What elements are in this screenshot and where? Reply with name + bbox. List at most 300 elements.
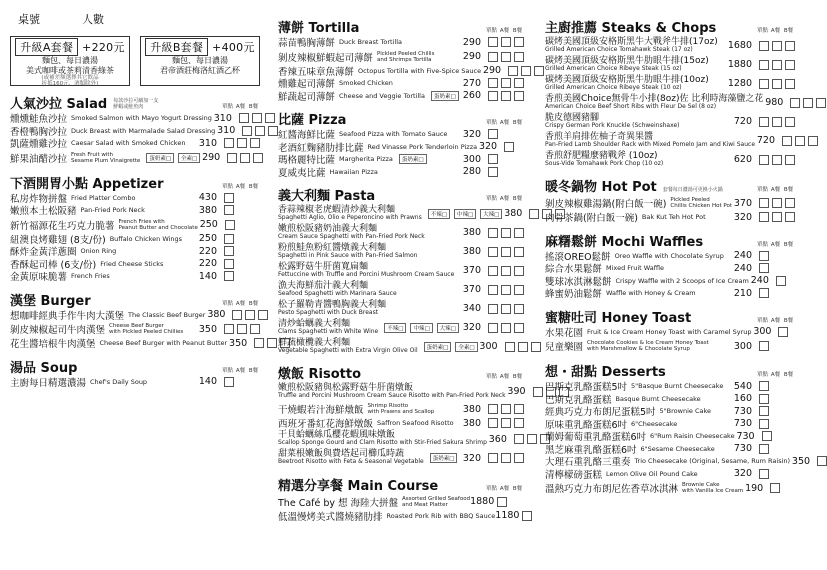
- item-price: 380: [462, 227, 481, 238]
- item-price: 210: [733, 287, 752, 299]
- item-name-zh: 燻燻鮭魚沙拉: [10, 114, 68, 126]
- combo-line: 君帝酒莊梅洛紅酒乙杯: [160, 65, 240, 75]
- item-name-en: Smoked Salmon with Mayo Yogurt Dressing: [71, 114, 212, 123]
- menu-item: [545, 74, 795, 93]
- item-names: [278, 206, 422, 222]
- set-a-checkbox[interactable]: [501, 52, 511, 62]
- item-name-zh: 松子羅勒青醬鴨胸義大利麵: [278, 299, 387, 310]
- set-a-checkbox[interactable]: [255, 126, 265, 136]
- set-a-checkbox[interactable]: [772, 117, 782, 127]
- item-price: 390: [507, 386, 526, 397]
- single-order-checkbox[interactable]: [759, 198, 769, 208]
- menu-item: [278, 77, 524, 90]
- item-name-zh: 香煎羊肩排佐柚子奇異果醬: [545, 131, 654, 142]
- set-a-checkbox[interactable]: [501, 37, 511, 47]
- item-name-zh: 香煎舒肥糧麼豬戰斧 (10oz): [545, 150, 658, 161]
- item-options: [428, 209, 503, 219]
- single-order-checkbox[interactable]: [488, 129, 498, 139]
- single-order-checkbox[interactable]: [759, 212, 769, 222]
- set-a-checkbox[interactable]: [527, 434, 537, 444]
- single-order-checkbox[interactable]: [522, 511, 532, 521]
- single-order-checkbox[interactable]: [224, 246, 234, 256]
- single-order-checkbox[interactable]: [239, 113, 249, 123]
- single-order-checkbox[interactable]: [759, 41, 769, 51]
- single-order-checkbox[interactable]: [514, 434, 524, 444]
- option-checkbox[interactable]: 中辣□: [410, 323, 432, 333]
- single-order-checkbox[interactable]: [505, 342, 515, 352]
- item-price: 300: [753, 326, 772, 338]
- single-order-checkbox[interactable]: [488, 167, 498, 177]
- set-a-checkbox[interactable]: [501, 285, 511, 295]
- order-column-head: 單點: [485, 374, 497, 380]
- single-order-checkbox[interactable]: [488, 323, 498, 333]
- single-order-checkbox[interactable]: [488, 91, 498, 101]
- set-b-checkbox[interactable]: [514, 285, 524, 295]
- set-b-checkbox[interactable]: [785, 212, 795, 222]
- single-order-checkbox[interactable]: [488, 266, 498, 276]
- menu-item: [278, 417, 524, 430]
- single-order-checkbox[interactable]: [224, 193, 234, 203]
- order-column-heads: [756, 316, 795, 324]
- set-a-checkbox[interactable]: [772, 212, 782, 222]
- menu-item: [545, 430, 795, 443]
- section-waffles: [545, 232, 795, 300]
- set-b-checkbox[interactable]: [514, 78, 524, 88]
- item-name-en: Saffron Seafood Risotto: [377, 419, 454, 428]
- section-header: [545, 308, 795, 326]
- item-name-zh: 鮮果油醋沙拉: [10, 153, 68, 165]
- set-b-checkbox[interactable]: [785, 117, 795, 127]
- single-order-checkbox[interactable]: [817, 456, 827, 466]
- set-a-checkbox[interactable]: [245, 310, 255, 320]
- option-checkbox[interactable]: 蛋奶素□: [430, 453, 458, 463]
- set-a-checkbox[interactable]: [237, 324, 247, 334]
- set-b-checkbox[interactable]: [808, 136, 818, 146]
- item-name-en: Red Vinasse Pork Tenderloin Pizza: [367, 142, 478, 151]
- item-name-zh: 干貝蛤蠣絲瓜櫻花蝦風味燉飯: [278, 430, 396, 440]
- combo-price: +220元: [78, 41, 125, 54]
- single-order-checkbox[interactable]: [224, 259, 234, 269]
- menu-item: [545, 443, 795, 456]
- item-price: 340: [462, 303, 481, 314]
- single-order-checkbox[interactable]: [759, 60, 769, 70]
- menu-item: [278, 242, 524, 261]
- single-order-checkbox[interactable]: [508, 66, 518, 76]
- single-order-checkbox[interactable]: [759, 394, 769, 404]
- item-name-zh: 巴斯克乳酪蛋糕: [545, 394, 612, 406]
- combo-name: 升級A套餐: [15, 38, 78, 56]
- set-b-checkbox[interactable]: [785, 60, 795, 70]
- set-b-checkbox[interactable]: [514, 418, 524, 428]
- single-order-checkbox[interactable]: [224, 138, 234, 148]
- single-order-checkbox[interactable]: [497, 497, 507, 507]
- section-title: 想・甜點 Desserts: [545, 365, 666, 380]
- set-a-checkbox[interactable]: [501, 247, 511, 257]
- combo-title: [141, 37, 259, 56]
- section-title: 人氣沙拉 Salad: [10, 97, 108, 112]
- item-name-en: Crispy Waffle with 2 Scoops of Ice Cream: [615, 276, 749, 285]
- order-column-heads: [485, 484, 524, 492]
- menu-item: [545, 326, 795, 339]
- order-column-heads: [756, 370, 795, 378]
- item-name-en: Pickled Peeled Chillis and Shrimps Tortilla: [377, 50, 435, 63]
- order-column-head: B餐: [512, 28, 523, 34]
- item-name-zh: 紐澳良烤雞翅 (8支/份): [10, 234, 106, 246]
- section-title: 下酒開胃小點 Appetizer: [10, 176, 164, 192]
- item-name-en: Beetroot Risotto with Feta & Seasonal Vegetable: [278, 458, 424, 465]
- single-order-checkbox[interactable]: [488, 404, 498, 414]
- set-b-checkbox[interactable]: [514, 453, 524, 463]
- item-name-en: Brownie Cake with Vanilla Ice Cream: [682, 482, 744, 494]
- item-name-zh: 金黃原味脆薯: [10, 272, 68, 284]
- item-name-en: Chocolate Cookies & Ice Cream Honey Toast with Marshmallow & Chocolate Syrup: [587, 340, 709, 352]
- set-a-checkbox[interactable]: [501, 418, 511, 428]
- set-a-checkbox[interactable]: [521, 66, 531, 76]
- set-a-checkbox[interactable]: [772, 41, 782, 51]
- item-name-zh: 雙球冰淇淋鬆餅: [545, 276, 612, 288]
- item-name-zh: 巴斯克乳酪蛋糕5吋: [545, 382, 628, 394]
- set-a-checkbox[interactable]: [772, 155, 782, 165]
- option-checkbox[interactable]: 不辣□: [428, 209, 450, 219]
- set-a-checkbox[interactable]: [501, 304, 511, 314]
- column-left: [10, 10, 260, 388]
- set-a-checkbox[interactable]: [772, 60, 782, 70]
- item-name-en: French Fries with Peanut Butter and Chocolate: [118, 218, 198, 231]
- item-name-zh: 香蒜辣椒老虎蝦清炒義大利麵: [278, 204, 396, 215]
- order-column-heads: [221, 299, 260, 307]
- set-a-checkbox[interactable]: [267, 338, 277, 348]
- section-toast: [545, 308, 795, 355]
- item-price: 260: [462, 90, 481, 102]
- item-name-en: Fried Cheese Sticks: [100, 259, 164, 268]
- option-checkbox[interactable]: 蛋奶素□: [146, 153, 174, 163]
- order-column-head: 單點: [756, 241, 768, 248]
- item-name-zh: 嫩煎本土松阪豬: [10, 206, 77, 218]
- option-checkbox[interactable]: 中辣□: [454, 209, 476, 219]
- set-a-checkbox[interactable]: [501, 228, 511, 238]
- item-price: 240: [733, 262, 752, 274]
- combo-note: 折抵160元，酒類除外): [41, 81, 99, 87]
- item-price: 350: [791, 455, 811, 467]
- item-price: 320: [733, 211, 752, 223]
- set-a-checkbox[interactable]: [501, 323, 511, 333]
- single-order-checkbox[interactable]: [759, 341, 769, 351]
- menu-item: [10, 270, 260, 283]
- section-burger: [10, 291, 260, 350]
- menu-item: [278, 36, 524, 49]
- item-name-en: Waffle with Honey & Cream: [606, 289, 696, 298]
- single-order-checkbox[interactable]: [488, 418, 498, 428]
- order-column-head: B餐: [248, 183, 259, 190]
- order-column-head: A餐: [770, 372, 781, 378]
- single-order-checkbox[interactable]: [759, 263, 769, 273]
- item-price: 380: [462, 246, 481, 257]
- combo-price: +400元: [208, 41, 255, 54]
- single-order-checkbox[interactable]: [254, 338, 264, 348]
- set-b-checkbox[interactable]: [531, 342, 541, 352]
- item-options: [146, 153, 200, 163]
- item-name-zh: 鮮蔬起司薄餅: [278, 91, 336, 103]
- combo-line: 美式咖啡或茶莉清香綠茶: [26, 65, 114, 75]
- set-b-checkbox[interactable]: [514, 52, 524, 62]
- item-name-zh: 低溫慢烤美式醬燒豬肋排: [278, 511, 383, 523]
- menu-item: [545, 418, 795, 431]
- set-a-checkbox[interactable]: [772, 198, 782, 208]
- single-order-checkbox[interactable]: [759, 155, 769, 165]
- order-column-heads: [221, 102, 260, 110]
- item-price: 300: [733, 340, 752, 352]
- single-order-checkbox[interactable]: [790, 98, 800, 108]
- section-header: [10, 358, 260, 376]
- item-names: [545, 114, 679, 130]
- item-price: 320: [478, 141, 498, 153]
- item-price: 240: [750, 275, 769, 287]
- item-price: 730: [733, 443, 752, 455]
- item-name-zh: 紅醬海鮮比薩: [278, 130, 336, 142]
- option-checkbox[interactable]: 全素□: [455, 342, 477, 352]
- combo-line: 麵包、每日濃湯: [42, 56, 98, 65]
- single-order-checkbox[interactable]: [488, 52, 498, 62]
- item-name-en: Cheese Beef Burger with Peanut Butter: [99, 339, 228, 348]
- single-order-checkbox[interactable]: [488, 285, 498, 295]
- item-price: 280: [462, 166, 481, 178]
- item-price: 720: [756, 135, 776, 146]
- item-price: 320: [462, 452, 481, 464]
- menu-item: [278, 65, 524, 78]
- set-b-checkbox[interactable]: [514, 304, 524, 314]
- set-a-checkbox[interactable]: [237, 138, 247, 148]
- single-order-checkbox[interactable]: [759, 251, 769, 261]
- item-price: 270: [462, 77, 481, 89]
- item-price: 360: [488, 433, 507, 445]
- set-b-checkbox[interactable]: [514, 228, 524, 238]
- option-checkbox[interactable]: 大辣□: [480, 209, 502, 219]
- option-checkbox[interactable]: 蛋奶素□: [431, 91, 459, 101]
- single-order-checkbox[interactable]: [224, 271, 234, 281]
- section-title: 麻糬鬆餅 Mochi Waffles: [545, 234, 704, 250]
- single-order-checkbox[interactable]: [759, 419, 769, 429]
- single-order-checkbox[interactable]: [488, 247, 498, 257]
- item-names: [278, 282, 397, 298]
- set-a-checkbox[interactable]: [252, 113, 262, 123]
- item-name-zh: 剝皮辣椒鮮蝦起司薄餅: [278, 52, 374, 64]
- set-b-checkbox[interactable]: [514, 91, 524, 101]
- item-price: 290: [482, 65, 502, 77]
- set-a-checkbox[interactable]: [772, 79, 782, 89]
- set-b-checkbox[interactable]: [785, 198, 795, 208]
- menu-item: [10, 309, 260, 322]
- option-checkbox[interactable]: 大辣□: [437, 323, 459, 333]
- single-order-checkbox[interactable]: [488, 154, 498, 164]
- single-order-checkbox[interactable]: [759, 79, 769, 89]
- item-name-zh: 燻雞起司薄餅: [278, 79, 336, 91]
- order-column-head: 單點: [756, 187, 768, 193]
- section-pizza: [278, 110, 524, 178]
- menu-item: [545, 93, 795, 112]
- combo-box-a: [10, 36, 130, 86]
- set-b-checkbox[interactable]: [250, 138, 260, 148]
- set-b-checkbox[interactable]: [514, 247, 524, 257]
- set-b-checkbox[interactable]: [514, 323, 524, 333]
- option-checkbox[interactable]: 不辣□: [384, 323, 406, 333]
- item-name-zh: 兒童樂園: [545, 342, 584, 353]
- single-order-checkbox[interactable]: [759, 406, 769, 416]
- single-order-checkbox[interactable]: [762, 431, 772, 441]
- item-price: 310: [213, 112, 232, 124]
- menu-item: [278, 299, 524, 318]
- menu-item: [278, 261, 524, 280]
- item-price: 730: [733, 405, 752, 417]
- single-order-checkbox[interactable]: [776, 276, 786, 286]
- option-checkbox[interactable]: 全素□: [178, 153, 200, 163]
- single-order-checkbox[interactable]: [770, 483, 780, 493]
- menu-item: [10, 376, 260, 389]
- item-price: 290: [462, 51, 481, 62]
- menu-sections-middle: [278, 18, 524, 522]
- single-order-checkbox[interactable]: [488, 37, 498, 47]
- single-order-checkbox[interactable]: [488, 453, 498, 463]
- section-main: [278, 476, 524, 523]
- set-b-checkbox[interactable]: [514, 37, 524, 47]
- set-a-checkbox[interactable]: [803, 98, 813, 108]
- set-b-checkbox[interactable]: [258, 310, 268, 320]
- set-b-checkbox[interactable]: [268, 126, 278, 136]
- item-name-zh: 綜合水果鬆餅: [545, 264, 603, 276]
- single-order-checkbox[interactable]: [242, 126, 252, 136]
- item-name-zh: 甜菜根嫩飯與費塔起司櫛瓜時蔬: [278, 449, 405, 459]
- item-name-en: Truffle and Porcini Mushroom Cream Sauce Risotto with Pan-Fried Pork Neck: [278, 391, 506, 399]
- item-price: 1880: [727, 59, 752, 70]
- item-name-zh: 凱薩燻雞沙拉: [10, 139, 68, 151]
- item-price: 190: [745, 482, 764, 494]
- section-header: [545, 177, 795, 195]
- option-checkbox[interactable]: 蛋奶素□: [424, 342, 452, 352]
- section-risotto: [278, 364, 524, 468]
- single-order-checkbox[interactable]: [227, 153, 237, 163]
- section-header: [545, 232, 795, 250]
- section-title: 燉飯 Risotto: [278, 367, 362, 382]
- item-names: [278, 320, 378, 336]
- set-a-checkbox[interactable]: [240, 153, 250, 163]
- set-b-checkbox[interactable]: [816, 98, 826, 108]
- order-column-heads: [221, 366, 260, 374]
- item-price: 370: [733, 197, 753, 209]
- set-b-checkbox[interactable]: [785, 41, 795, 51]
- order-column-heads: [756, 26, 795, 34]
- single-order-checkbox[interactable]: [224, 324, 234, 334]
- item-price: 290: [202, 152, 221, 163]
- set-a-checkbox[interactable]: [501, 453, 511, 463]
- order-column-head: A餐: [235, 300, 246, 307]
- section-pasta: [278, 186, 524, 356]
- single-order-checkbox[interactable]: [504, 142, 514, 152]
- single-order-checkbox[interactable]: [224, 377, 234, 387]
- item-name-en: Sous-Vide Tomahawk Pork Chop (10 oz): [545, 159, 664, 167]
- single-order-checkbox[interactable]: [533, 387, 543, 397]
- order-column-head: B餐: [783, 241, 794, 248]
- set-b-checkbox[interactable]: [250, 324, 260, 334]
- set-b-checkbox[interactable]: [514, 404, 524, 414]
- item-names: [278, 244, 417, 260]
- order-column-head: B餐: [512, 485, 523, 492]
- set-b-checkbox[interactable]: [253, 153, 263, 163]
- set-a-checkbox[interactable]: [518, 342, 528, 352]
- order-column-head: B餐: [248, 300, 259, 307]
- item-price: 310: [217, 125, 236, 137]
- set-a-checkbox[interactable]: [501, 266, 511, 276]
- single-order-checkbox[interactable]: [759, 444, 769, 454]
- set-b-checkbox[interactable]: [265, 113, 275, 123]
- section-title: 主廚推薦 Steaks & Chops: [545, 21, 717, 36]
- item-name-en: 6"Rum Raisin Cheesecake: [650, 432, 735, 441]
- item-price: 380: [462, 417, 481, 429]
- item-names: [545, 133, 755, 149]
- item-price: 350: [198, 323, 217, 335]
- item-name-zh: 蒜苗鴨胸薄餅: [278, 38, 336, 50]
- single-order-checkbox[interactable]: [232, 310, 242, 320]
- section-title: 暖冬鍋物 Hot Pot: [545, 180, 657, 195]
- item-price: 250: [199, 219, 218, 230]
- set-a-checkbox[interactable]: [795, 136, 805, 146]
- menu-item: [278, 166, 524, 179]
- menu-item: [545, 55, 795, 74]
- item-names: [545, 76, 709, 92]
- order-column-heads: [485, 194, 524, 202]
- single-order-checkbox[interactable]: [224, 234, 234, 244]
- single-order-checkbox[interactable]: [225, 220, 235, 230]
- single-order-checkbox[interactable]: [529, 209, 539, 219]
- item-name-zh: 香橙鴨胸沙拉: [10, 126, 68, 138]
- single-order-checkbox[interactable]: [759, 469, 769, 479]
- set-b-checkbox[interactable]: [514, 266, 524, 276]
- set-a-checkbox[interactable]: [501, 404, 511, 414]
- order-column-head: 單點: [485, 485, 497, 492]
- item-price: 430: [198, 192, 217, 204]
- single-order-checkbox[interactable]: [224, 205, 234, 215]
- single-order-checkbox[interactable]: [759, 288, 769, 298]
- single-order-checkbox[interactable]: [759, 117, 769, 127]
- item-names: [278, 431, 487, 447]
- set-a-checkbox[interactable]: [501, 91, 511, 101]
- single-order-checkbox[interactable]: [782, 136, 792, 146]
- item-price: 320: [733, 468, 752, 480]
- column-middle: [278, 10, 524, 522]
- set-a-checkbox[interactable]: [501, 78, 511, 88]
- order-column-head: B餐: [512, 374, 523, 380]
- single-order-checkbox[interactable]: [488, 228, 498, 238]
- menu-item: [278, 280, 524, 299]
- item-price: 730: [733, 418, 752, 430]
- option-checkbox[interactable]: 蛋奶素□: [399, 154, 427, 164]
- section-note: 每款沙拉可續加一支 鮮蝦或鮭魚肉: [113, 98, 159, 110]
- item-name-zh: 嫩煎松阪豬奶油義大利麵: [278, 223, 378, 234]
- single-order-checkbox[interactable]: [488, 304, 498, 314]
- item-name-en: Hawaiian Pizza: [329, 167, 378, 176]
- item-price: 240: [733, 250, 752, 262]
- set-b-checkbox[interactable]: [785, 155, 795, 165]
- single-order-checkbox[interactable]: [488, 78, 498, 88]
- menu-item: [278, 141, 524, 154]
- item-options: [431, 91, 459, 101]
- item-name-zh: 夏威夷比薩: [278, 167, 326, 179]
- set-b-checkbox[interactable]: [785, 79, 795, 89]
- section-header: [545, 362, 795, 380]
- single-order-checkbox[interactable]: [759, 381, 769, 391]
- item-name-zh: 松露野菇牛肝菌寬扁麵: [278, 261, 369, 272]
- set-b-checkbox[interactable]: [534, 66, 544, 76]
- section-title: 精選分享餐 Main Course: [278, 478, 439, 494]
- single-order-checkbox[interactable]: [778, 327, 788, 337]
